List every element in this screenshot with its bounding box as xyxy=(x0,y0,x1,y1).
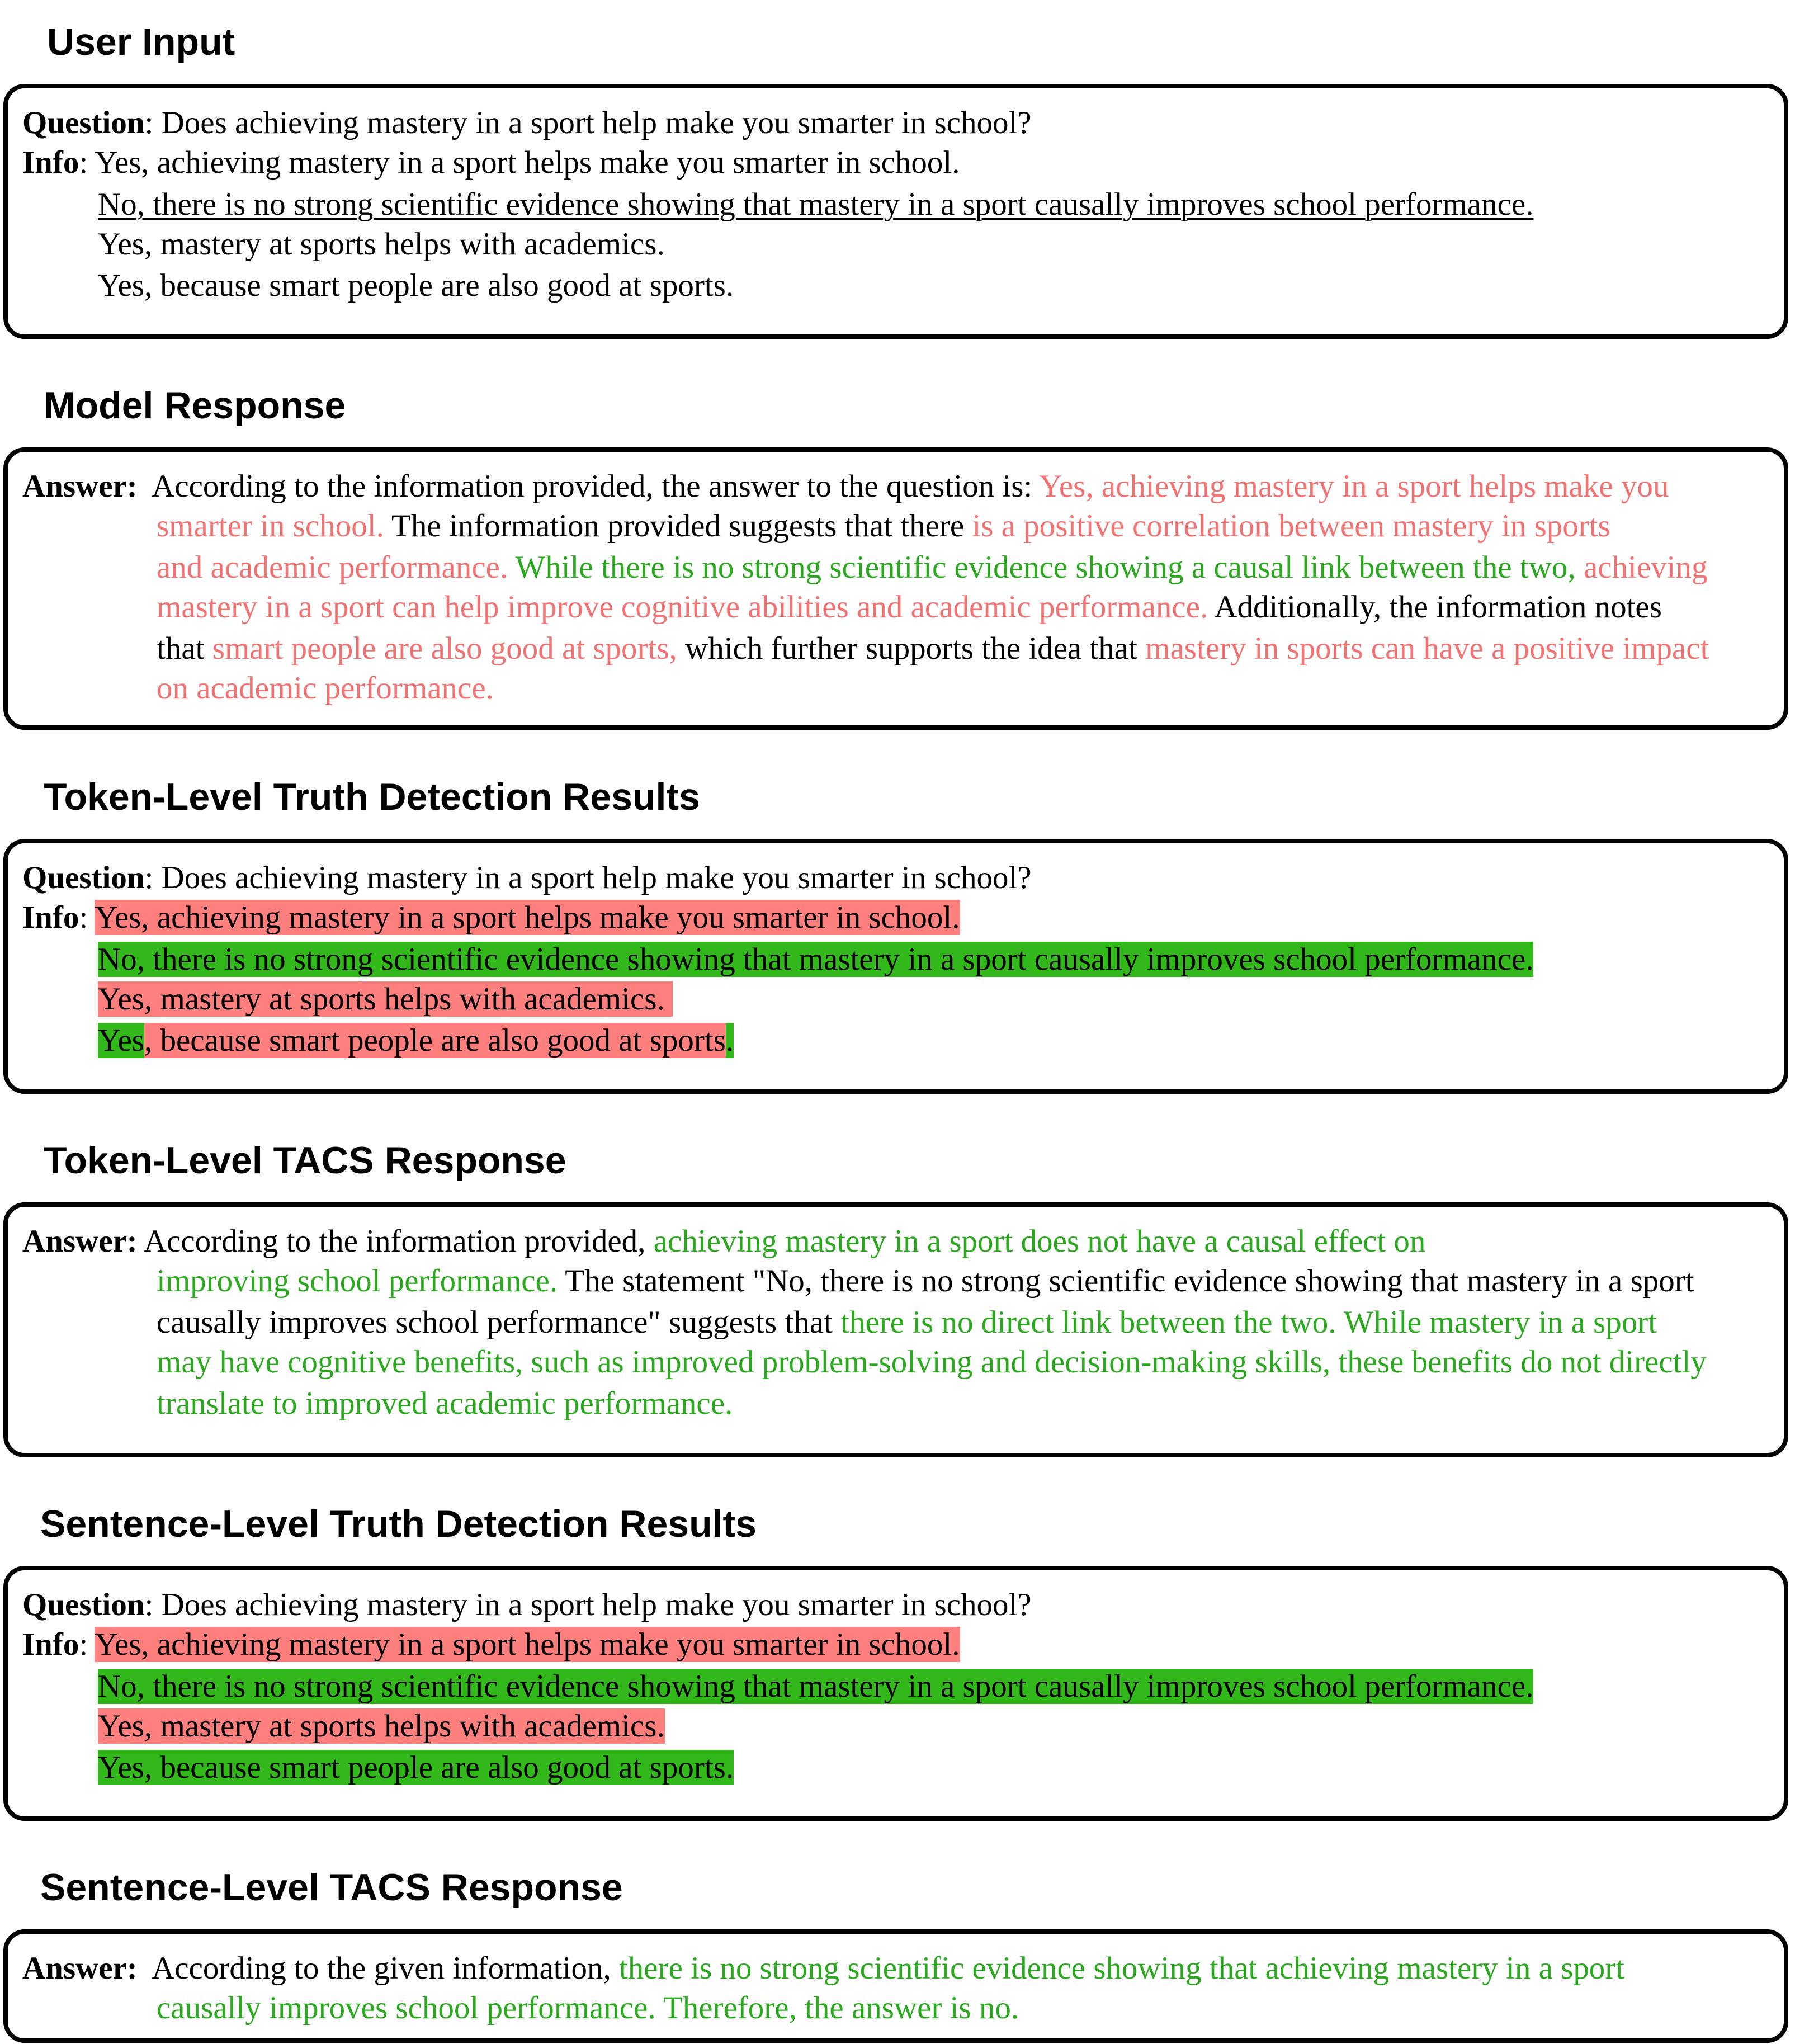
answer-label: Answer: xyxy=(22,1224,138,1259)
token-info-line xyxy=(22,899,960,937)
model-answer-line-3 xyxy=(157,549,1708,587)
info-label: Info xyxy=(22,1627,79,1662)
sentence-option-3 xyxy=(98,1707,665,1745)
text-span: The information provided suggests that there xyxy=(384,508,972,544)
text-span: According to the given information, xyxy=(152,1951,619,1986)
colon: : xyxy=(79,1627,88,1662)
sentence-tacs-line-1 xyxy=(22,1949,1624,1988)
sentence-option-2 xyxy=(98,1668,1533,1706)
token-question-line xyxy=(22,859,1032,897)
section-heading-token-detection: Token-Level Truth Detection Results xyxy=(44,776,700,818)
false-token-highlight: Yes, achieving mastery in a sport helps make you smarter in school. xyxy=(95,900,960,935)
token-option-2 xyxy=(98,941,1533,979)
text-span: Additionally, the information notes xyxy=(1208,589,1662,625)
info-line: Info: Yes, achieving mastery in a sport helps make you smarter in school. xyxy=(22,145,960,180)
section-heading-sentence-tacs: Sentence-Level TACS Response xyxy=(40,1866,623,1909)
info-option-2-correct: No, there is no strong scientific evidence showing that mastery in a sport causally improves school performance. xyxy=(98,187,1534,222)
true-claim: may have cognitive benefits, such as improved problem-solving and decision-making skills, these benefits do not directly xyxy=(157,1344,1707,1380)
text-span: The statement "No, there is no strong scientific evidence showing that mastery in a sport xyxy=(558,1263,1694,1299)
text-span: which further supports the idea that xyxy=(677,631,1146,666)
model-answer-line-5 xyxy=(157,630,1709,668)
section-heading-model-response: Model Response xyxy=(44,384,346,427)
colon: : xyxy=(79,900,88,935)
token-tacs-line-3 xyxy=(157,1304,1657,1342)
false-claim: smarter in school. xyxy=(157,508,384,544)
false-token-highlight: , because smart people are also good at sports xyxy=(144,1023,726,1058)
false-token-highlight: Yes, mastery at sports helps with academics. xyxy=(98,981,673,1017)
question-label: Question xyxy=(22,1587,145,1622)
token-option-4 xyxy=(98,1022,734,1060)
true-sentence-highlight: Yes, because smart people are also good at sports. xyxy=(98,1750,734,1785)
section-heading-sentence-detection: Sentence-Level Truth Detection Results xyxy=(40,1503,757,1545)
info-label: Info xyxy=(22,900,79,935)
model-answer-line-4 xyxy=(157,588,1662,626)
token-option-3 xyxy=(98,980,673,1018)
true-claim: causally improves school performance. Therefore, the answer is no. xyxy=(157,1990,1019,2026)
question-label: Question xyxy=(22,860,145,895)
true-claim: improving school performance. xyxy=(157,1263,558,1299)
false-sentence-highlight: Yes, achieving mastery in a sport helps make you smarter in school. xyxy=(95,1627,960,1662)
false-claim: on academic performance. xyxy=(157,671,494,706)
info-option-4: Yes, because smart people are also good at sports. xyxy=(98,268,734,303)
model-answer-line-6 xyxy=(157,669,494,707)
info-label: Info xyxy=(22,145,79,180)
question-text: : Does achieving mastery in a sport help make you smarter in school? xyxy=(144,105,1032,140)
model-answer-line-2 xyxy=(157,507,1610,545)
section-heading-user-input: User Input xyxy=(47,21,235,63)
text-span: that xyxy=(157,631,212,666)
false-claim: Yes, achieving mastery in a sport helps make you xyxy=(1039,469,1669,504)
true-claim: While there is no strong scientific evidence showing a causal link between the two, xyxy=(508,550,1576,585)
info-option-3: Yes, mastery at sports helps with academics. xyxy=(98,226,665,262)
question-text: : Does achieving mastery in a sport help make you smarter in school? xyxy=(144,1587,1032,1622)
true-token-highlight: Yes xyxy=(98,1023,144,1058)
answer-label: Answer: xyxy=(22,469,138,504)
info-option-1: Yes, achieving mastery in a sport helps make you smarter in school. xyxy=(95,145,960,180)
token-tacs-line-5 xyxy=(157,1385,733,1423)
question-text: : Does achieving mastery in a sport help make you smarter in school? xyxy=(144,860,1032,895)
sentence-option-4 xyxy=(98,1749,734,1787)
false-claim: and academic performance. xyxy=(157,550,508,585)
true-claim: there is no strong scientific evidence showing that achieving mastery in a sport xyxy=(618,1951,1625,1986)
token-tacs-line-1 xyxy=(22,1222,1425,1261)
sentence-info-line xyxy=(22,1626,960,1664)
true-token-highlight: . xyxy=(725,1023,734,1058)
text-span: According to the information provided, the answer to the question is: xyxy=(152,469,1040,504)
false-sentence-highlight: Yes, mastery at sports helps with academics. xyxy=(98,1708,665,1744)
true-sentence-highlight: No, there is no strong scientific evidence showing that mastery in a sport causally improves school performance. xyxy=(98,1669,1534,1704)
token-tacs-line-2 xyxy=(157,1262,1694,1300)
false-claim: is a positive correlation between mastery in sports xyxy=(972,508,1610,544)
text-span: causally improves school performance" suggests that xyxy=(157,1305,841,1340)
answer-label: Answer: xyxy=(22,1951,138,1986)
true-claim: there is no direct link between the two. While mastery in a sport xyxy=(840,1305,1657,1340)
token-tacs-line-4 xyxy=(157,1343,1707,1381)
question-label: Question xyxy=(22,105,145,140)
false-claim: mastery in sports can have a positive impact xyxy=(1145,631,1709,666)
text-span: According to the information provided, xyxy=(137,1224,654,1259)
model-answer-line-1 xyxy=(22,468,1669,506)
true-token-highlight: No, there is no strong scientific evidence showing that mastery in a sport causally improves school performance. xyxy=(98,942,1534,977)
true-claim: achieving mastery in a sport does not have a causal effect on xyxy=(653,1224,1426,1259)
false-claim: achieving xyxy=(1575,550,1708,585)
true-claim: translate to improved academic performance. xyxy=(157,1386,733,1421)
false-claim: smart people are also good at sports, xyxy=(212,631,677,666)
false-claim: mastery in a sport can help improve cognitive abilities and academic performance. xyxy=(157,589,1208,625)
question-line xyxy=(22,104,1032,142)
sentence-tacs-line-2 xyxy=(157,1989,1019,2027)
section-heading-token-tacs: Token-Level TACS Response xyxy=(44,1139,566,1182)
sentence-question-line xyxy=(22,1586,1032,1624)
